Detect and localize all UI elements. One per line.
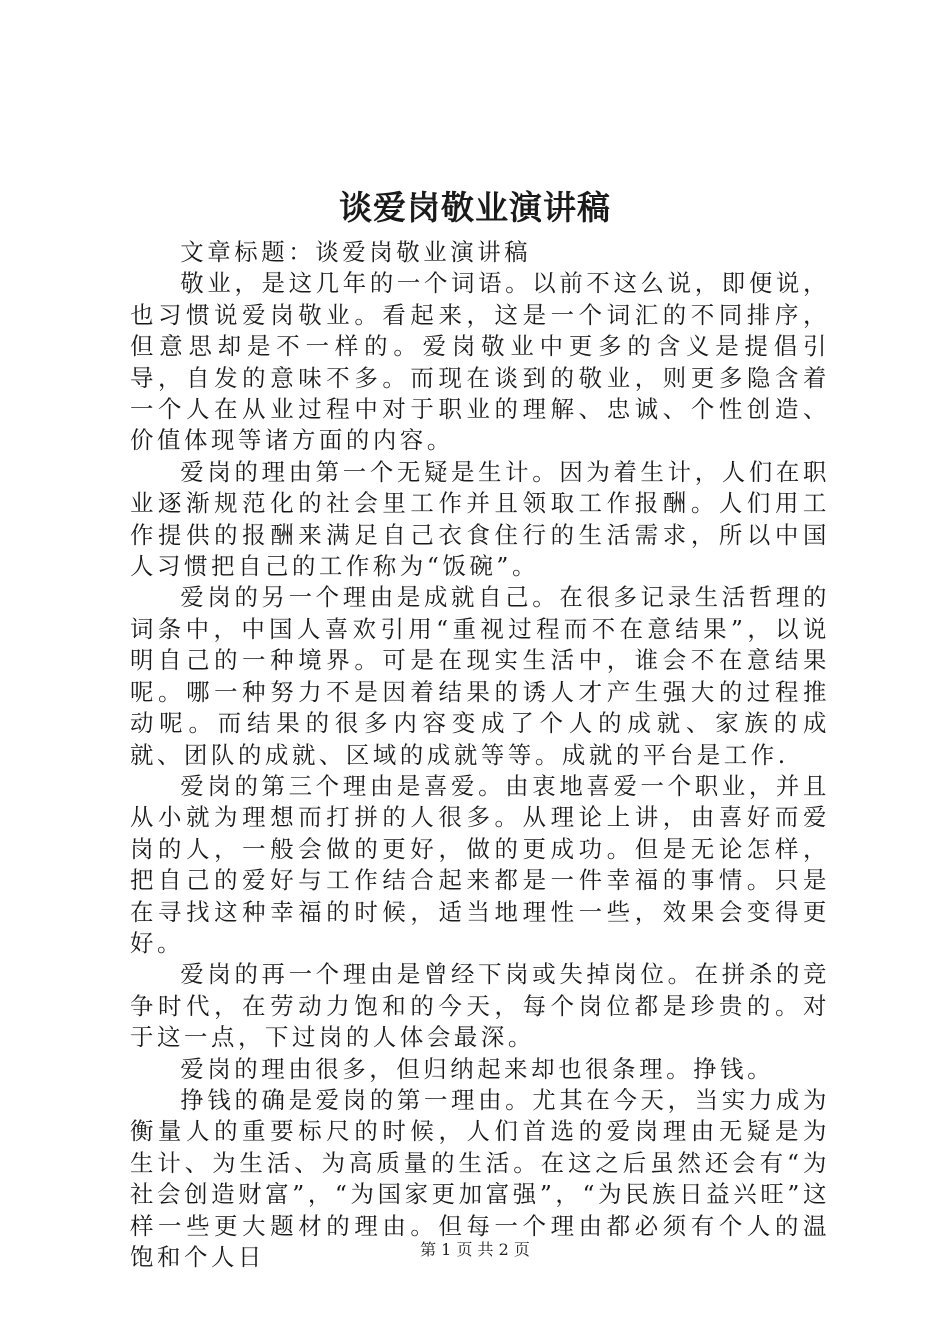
- paragraph: 爱岗的再一个理由是曾经下岗或失掉岗位。在拼杀的竞争时代，在劳动力饱和的今天，每个岗位都是珍贵的。对于这一点，下过岗的人体会最深。: [130, 960, 830, 1052]
- paragraph: 爱岗的理由很多，但归纳起来却也很条理。挣钱。: [180, 1054, 775, 1083]
- paragraph: 爱岗的理由第一个无疑是生计。因为着生计，人们在职业逐渐规范化的社会里工作并且领取工作报酬。人们用工作提供的报酬来满足自己衣食住行的生活需求，所以中国人习惯把自己的工作称为“饭碗”。: [130, 457, 830, 581]
- paragraph: 爱岗的第三个理由是喜爱。由衷地喜爱一个职业，并且从小就为理想而打拼的人很多。从理论上讲，由喜好而爱岗的人，一般会做的更好，做的更成功。但是无论怎样，把自己的爱好与工作结合起来都是一件幸福的事情。只是在寻找这种幸福的时候，适当地理性一些，效果会变得更好。: [130, 771, 830, 957]
- page-number-footer: 第 1 页 共 2 页: [420, 1240, 530, 1259]
- paragraph-article-title: 文章标题：谈爱岗敬业演讲稿: [180, 238, 532, 266]
- paragraph: 挣钱的确是爱岗的第一理由。尤其在今天，当实力成为衡量人的重要标尺的时候，人们首选的爱岗理由无疑是为生计、为生活、为高质量的生活。在这之后虽然还会有“为社会创造财富”，“为国家更加富强”，“为民族日益兴旺”这样一些更大题材的理由。但每一个理由都必须有个人的温饱和个人日: [130, 1085, 830, 1271]
- document-body: [130, 237, 830, 1273]
- paragraph: 敬业，是这几年的一个词语。以前不这么说，即便说，也习惯说爱岗敬业。看起来，这是一个词汇的不同排序，但意思却是不一样的。爱岗敬业中更多的含义是提倡引导，自发的意味不多。而现在谈到的敬业，则更多隐含着一个人在从业过程中对于职业的理解、忠诚、个性创造、价值体现等诸方面的内容。: [130, 269, 830, 455]
- document-title: 谈爱岗敬业演讲稿: [339, 188, 611, 227]
- paragraph: 爱岗的另一个理由是成就自己。在很多记录生活哲理的词条中，中国人喜欢引用“重视过程而不在意结果”，以说明自己的一种境界。可是在现实生活中，谁会不在意结果呢。哪一种努力不是因着结果的诱人才产生强大的过程推动呢。而结果的很多内容变成了个人的成就、家族的成就、团队的成就、区域的成就等等。成就的平台是工作.: [130, 583, 830, 769]
